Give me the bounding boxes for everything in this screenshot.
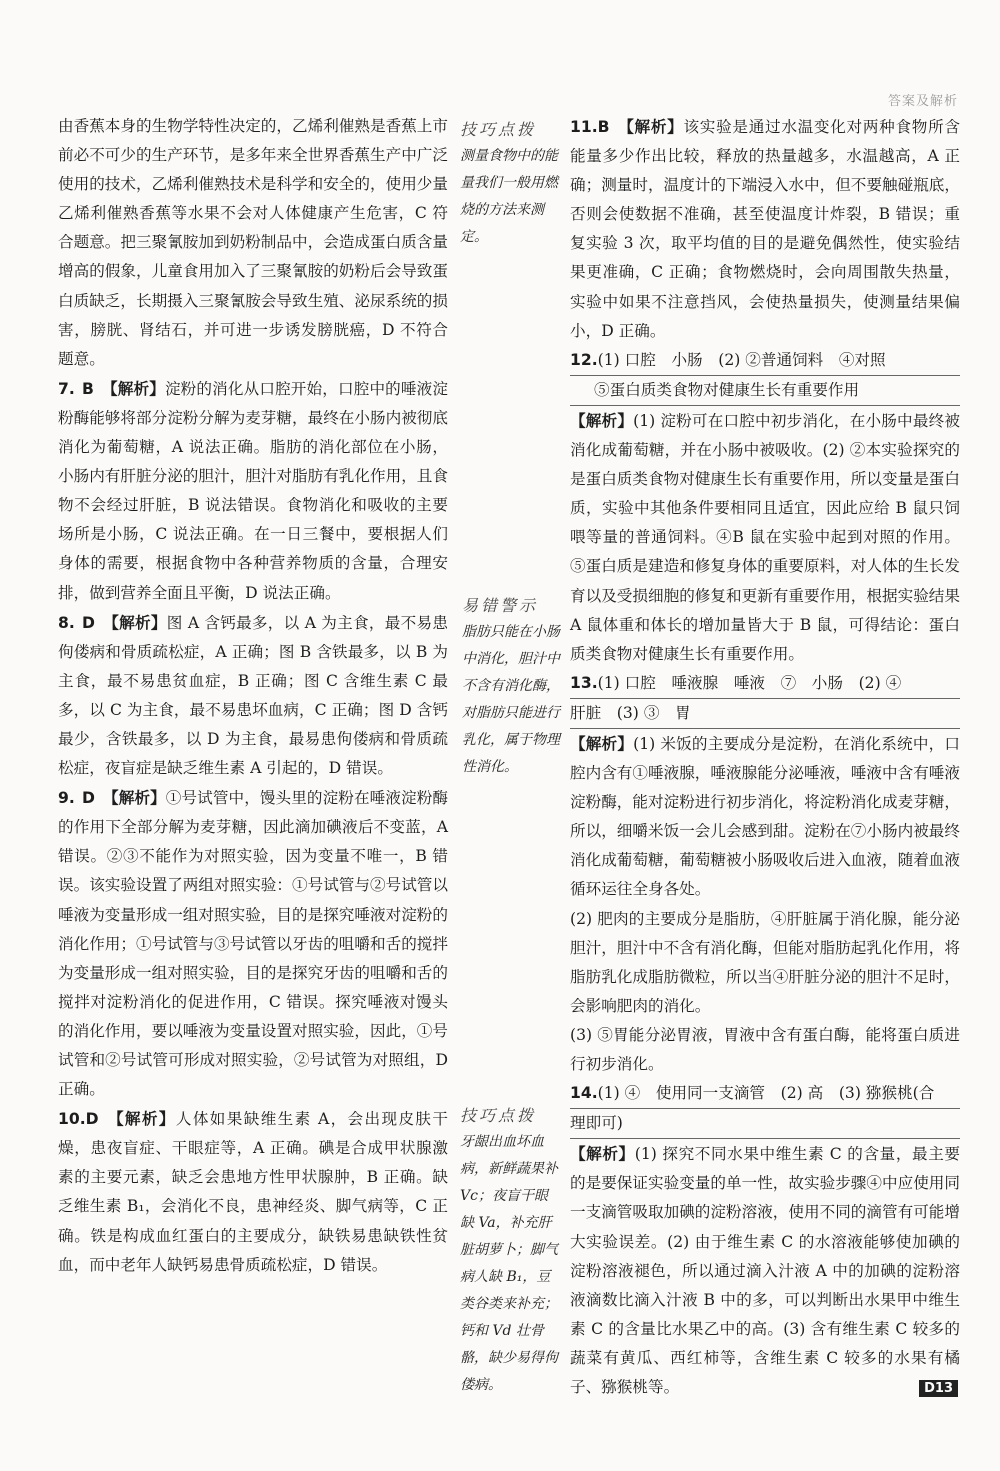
analysis-tag: 【解析】 <box>570 410 634 430</box>
answer-text: (1) 口腔 唾液腺 唾液 ⑦ 小肠 (2) ④ <box>597 673 902 692</box>
answer-8 <box>58 608 448 784</box>
side-note-tip-1 <box>460 116 560 251</box>
answer-line-1 <box>570 346 960 376</box>
answer-7 <box>58 374 448 608</box>
side-note-text: 牙龈出血坏血病，新鲜蔬果补 Vc；夜盲干眼缺 Va，补充肝脏胡萝卜；脚气病人缺 B₁，豆类谷类来补充；钙和 Vd 壮骨骼，缺少易得佝偻病。 <box>460 1134 558 1393</box>
question-number: 7. <box>58 379 75 398</box>
answer-choice: D <box>82 789 95 808</box>
analysis-text: 人体如果缺维生素 A，会出现皮肤干燥，患夜盲症、干眼症等，A 正确。碘是合成甲状腺激素的主要元素，缺乏会患地方性甲状腺肿，B 正确。缺乏维生素 B₁，会消化不良，患神经炎、脚气病等，C 正确。铁是构成血红蛋白的主要成分，缺铁易患缺铁性贫血，而中老年人缺钙易患骨质疏松症，D 错误。 <box>58 1110 448 1274</box>
analysis-tag: 【解析】 <box>101 378 165 398</box>
answer-choice: D <box>82 613 95 632</box>
answer-line-2: ⑤蛋白质类食物对健康生长有重要作用 <box>570 376 960 406</box>
answer-13 <box>570 669 960 1079</box>
answer-line-2: 理即可) <box>570 1109 960 1139</box>
answer-text: (1) 口腔 小肠 (2) ②普通饲料 ④对照 <box>597 350 886 369</box>
answer-6-continued: 由香蕉本身的生物学特性决定的，乙烯利催熟是香蕉上市前必不可少的生产环节，是多年来全世界香蕉生产中广泛使用的技术，乙烯利催熟技术是科学和安全的，使用少量乙烯利催熟香蕉等水果不会对人体健康产生危害，C 符合题意。把三聚氰胺加到奶粉制品中，会造成蛋白质含量增高的假象，儿童食用加入了三聚氰胺的奶粉后会导致蛋白质缺乏，长期摄入三聚氰胺会导致生殖、泌尿系统的损害，膀胱、肾结石，并可进一步诱发膀胱癌，D 不符合题意。 <box>58 117 448 368</box>
question-number: 12. <box>570 350 598 369</box>
analysis-tag: 【解析】 <box>570 733 634 753</box>
answer-11 <box>570 112 960 346</box>
answer-10 <box>58 1104 448 1280</box>
answer-14 <box>570 1079 960 1402</box>
side-note-tip-2 <box>460 1102 560 1399</box>
analysis-tag: 【解析】 <box>106 1109 176 1129</box>
side-note-text: 测量食物中的能量我们一般用燃烧的方法来测定。 <box>460 148 558 245</box>
answer-line-1 <box>570 669 960 699</box>
question-number: 10. <box>58 1110 86 1129</box>
question-number: 13. <box>570 673 598 692</box>
answer-choice: B <box>597 118 610 136</box>
running-header: 答案及解析 <box>887 94 958 109</box>
analysis-text: 图 A 含钙最多，以 A 为主食，最不易患佝偻病和骨质疏松症，A 正确；图 B 含铁最多，以 B 为主食，最不易患贫血症，B 正确；图 C 含维生素 C 最多，以 C 为主食，最不易患坏血病，C 正确；图 D 含钙最少，含铁最多，以 D 为主食，最易患佝偻病和骨质疏松症，夜盲症是缺乏维生素 A 引起的，D 错误。 <box>58 613 448 778</box>
side-note-title: 技巧点拨 <box>460 1106 537 1125</box>
side-note-text: 脂肪只能在小肠中消化，胆汁中不含有消化酶，对脂肪只能进行乳化，属于物理性消化。 <box>462 624 560 775</box>
page-number: D13 <box>919 1380 958 1397</box>
answer-choice: D <box>85 1110 99 1129</box>
analysis-text: (1) 探究不同水果中维生素 C 的含量，最主要的是要保证实验变量的单一性，故实验步骤④中应使用同一支滴管吸取加碘的淀粉溶液，使用不同的滴管有可能增大实验误差。(2) 由于维生素 C 的水溶液能够使加碘的淀粉溶液褪色，所以通过滴入汁液 A 中的加碘的淀粉溶液滴数比滴入汁液 B 中的多，可以判断出水果甲中维生素 C 的含量比水果乙中的高。(3) 含有维生素 C 较多的蔬菜有黄瓜、西红柿等，含维生素 C 较多的水果有橘子、猕猴桃等。 <box>570 1145 960 1397</box>
analysis-text-2: (2) 肥肉的主要成分是脂肪，④肝脏属于消化腺，能分泌胆汁，胆汁中不含有消化酶，但能对脂肪起乳化作用，将脂肪乳化成脂肪微粒，所以当④肝脏分泌的胆汁不足时，会影响肥肉的消化。 <box>570 909 960 1015</box>
answer-9 <box>58 783 448 1104</box>
analysis-text: 淀粉的消化从口腔开始，口腔中的唾液淀粉酶能够将部分淀粉分解为麦芽糖，最终在小肠内被彻底消化为葡萄糖，A 说法正确。脂肪的消化部位在小肠，小肠内有肝脏分泌的胆汁，胆汁对脂肪有乳化作用，且食物不会经过肝脏，B 说法错误。食物消化和吸收的主要场所是小肠，C 说法正确。在一日三餐中，要根据人们身体的需要，根据食物中各种营养物质的含量，合理安排，做到营养全面且平衡，D 说法正确。 <box>58 379 448 602</box>
answer-text: (1) ④ 使用同一支滴管 (2) 高 (3) 猕猴桃(合 <box>597 1084 935 1103</box>
question-number: 8. <box>58 613 75 632</box>
right-column <box>570 112 960 1402</box>
analysis-text: (1) 淀粉可在口腔中初步消化，在小肠中最终被消化成葡萄糖，并在小肠中被吸收。(2) ②本实验探究的是蛋白质类食物对健康生长有重要作用，所以变量是蛋白质，实验中其他条件要相同且适宜，因此应给 B 鼠只饲喂等量的普通饲料。④B 鼠在实验中起到对照的作用。⑤蛋白质是建造和修复身体的重要原料，对人体的生长发育以及受损细胞的修复和更新有重要作用，根据实验结果 A 鼠体重和体长的增加量皆大于 B 鼠，可得结论：蛋白质类食物对健康生长有重要作用。 <box>570 411 960 663</box>
side-note-title: 技巧点拨 <box>460 120 537 139</box>
answer-line-1 <box>570 1079 960 1109</box>
answer-choice: B <box>82 379 94 398</box>
question-number: 11. <box>570 118 598 136</box>
left-column <box>58 112 448 1280</box>
analysis-tag: 【解析】 <box>617 117 684 136</box>
analysis-tag: 【解析】 <box>102 612 167 632</box>
analysis-text: ①号试管中，馒头里的淀粉在唾液淀粉酶的作用下全部分解为麦芽糖，因此滴加碘液后不变蓝，A 错误。②③不能作为对照实验，因为变量不唯一，B 错误。该实验设置了两组对照实验：①号试管与②号试管以唾液为变量形成一组对照实验，目的是探究唾液对淀粉的消化作用；①号试管与③号试管以牙齿的咀嚼和舌的搅拌为变量形成一组对照实验，目的是探究牙齿的咀嚼和舌的搅拌对淀粉消化的促进作用，C 错误。探究唾液对馒头的消化作用，要以唾液为变量设置对照实验，因此，①号试管和②号试管可形成对照实验，②号试管为对照组，D 正确。 <box>58 789 448 1099</box>
analysis-text-3: (3) ⑤胃能分泌胃液，胃液中含有蛋白酶，能将蛋白质进行初步消化。 <box>570 1025 960 1073</box>
side-note-warning <box>462 592 562 781</box>
answer-12 <box>570 346 960 669</box>
analysis-tag: 【解析】 <box>570 1144 635 1164</box>
side-note-title: 易错警示 <box>462 596 539 615</box>
analysis-tag: 【解析】 <box>102 788 166 808</box>
answer-line-2: 肝脏 (3) ③ 胃 <box>570 699 960 729</box>
question-number: 9. <box>58 789 75 808</box>
analysis-text: (1) 米饭的主要成分是淀粉，在消化系统中，口腔内含有①唾液腺，唾液腺能分泌唾液，唾液中含有唾液淀粉酶，能对淀粉进行初步消化，将淀粉消化成麦芽糖，所以，细嚼米饭一会儿会感到甜。淀粉在⑦小肠内被最终消化成葡萄糖，葡萄糖被小肠吸收后进入血液，随着血液循环运往全身各处。 <box>570 734 960 899</box>
question-number: 14. <box>570 1084 598 1103</box>
analysis-text: 该实验是通过水温变化对两种食物所含能量多少作出比较，释放的热量越多，水温越高，A 正确；测量时，温度计的下端浸入水中，但不要触碰瓶底，否则会使数据不准确，甚至使温度计炸裂，B 错误；重复实验 3 次，取平均值的目的是避免偶然性，使实验结果更准确，C 正确；食物燃烧时，会向周围散失热量，实验中如果不注意挡风，会使热量损失，使测量结果偏小，D 正确。 <box>570 118 960 340</box>
